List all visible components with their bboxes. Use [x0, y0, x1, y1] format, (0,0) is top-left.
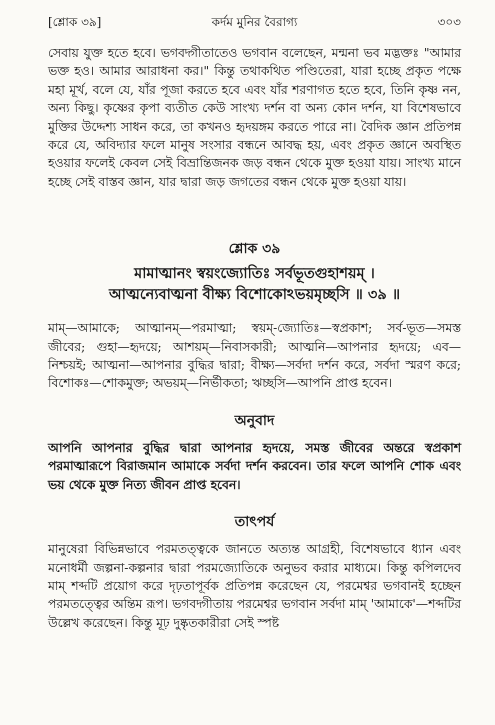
purport-title: তাৎপর্য — [234, 514, 275, 531]
page-header — [48, 14, 461, 34]
synonyms-paragraph: মাম্—আমাকে; আত্মানম্—পরমাত্মা; স্বয়ম্-জ্যোতিঃ—স্বপ্রকাশ; সর্ব-ভূত—সমস্ত জীবের; গুহা—হৃদয়ে; আশয়ম্—নিবাসকারী; আত্মনি—আপনার হৃদয়ে; এব—নিশ্চয়ই; আত্মনা—আপনার বুদ্ধির দ্বারা; বীক্ষ্য—সর্বদা দর্শন করে, সর্বদা স্মরণ করে; বিশোকঃ—শোকমুক্ত; অভয়ম্—নির্ভীকতা; ঋচ্ছসি—আপনি প্রাপ্ত হবেন। — [48, 321, 461, 391]
purport-paragraph: মানুষেরা বিভিন্নভাবে পরমতত্ত্বকে জানতে অত্যন্ত আগ্রহী, বিশেষভাবে ধ্যান এবং মনোধর্মী জল্পনা-কল্পনার দ্বারা পরমজ্যোতিকে অনুভব করার মাধ্যমে। কিন্তু কপিলদেব মাম্ শব্দটি প্রয়োগ করে দৃঢ়তাপূর্বক প্রতিপন্ন করেছেন যে, পরমেশ্বর ভগবানই হচ্ছেন পরমতত্ত্বের অন্তিম রূপ। ভগবদ্গীতায় পরমেশ্বর ভগবান সর্বদা মাম্ 'আমাকে'—শব্দটির উল্লেখ করেছেন। কিন্তু মূঢ় দুষ্কৃতকারীরা সেই স্পষ্ট — [48, 542, 461, 630]
intro-paragraph: সেবায় যুক্ত হতে হবে। ভগবদ্গীতাতেও ভগবান বলেছেন, মন্মনা ভব মদ্ভক্তঃ "আমার ভক্ত হও। আমার আরাধনা কর।" কিন্তু তথাকথিত পণ্ডিতেরা, যারা হচ্ছে প্রকৃত পক্ষে মহা মূর্খ, বলে যে, যাঁর পূজা করতে হবে এবং যাঁর শরণাগত হতে হবে, তিনি কৃষ্ণ নন, অন্য কিছু। কৃষ্ণের কৃপা ব্যতীত কেউ সাংখ্য দর্শন বা অন্য কোন দর্শন, যা বিশেষভাবে মুক্তির উদ্দেশ্য সাধন করে, তা কখনও হৃদয়ঙ্গম করতে পারে না। বৈদিক জ্ঞান প্রতিপন্ন করে যে, অবিদ্যার ফলে মানুষ সংসার বন্ধনে আবদ্ধ হয়, এবং প্রকৃত জ্ঞানে অবস্থিত হওয়ার ফলেই কেবল সেই বিভ্রান্তিজনক জড় বন্ধন থেকে মুক্ত হওয়া যায়। সাংখ্য মানে হচ্ছে সেই বাস্তব জ্ঞান, যার দ্বারা জড় জগতের বন্ধন থেকে মুক্ত হওয়া যায়। — [48, 46, 461, 189]
translation-title: অনুবাদ — [234, 412, 275, 429]
chapter-title: কর্দম মুনির বৈরাগ্য — [211, 15, 298, 29]
verse-heading: শ্লোক ৩৯ — [228, 241, 281, 258]
page-content — [48, 44, 461, 632]
verse-block — [48, 237, 461, 305]
verse-line-2: আত্মন্যেবাত্মনা বীক্ষ্য বিশোকোঽভয়মৃচ্ছসি ॥ ৩৯ ॥ — [108, 286, 401, 304]
verse-reference: [শ্লোক ৩৯] — [48, 15, 102, 29]
page-number: ৩০৩ — [437, 15, 461, 29]
verse-line-1: মামাত্মানং স্বয়ংজ্যোতিঃ সর্বভূতগুহাশয়ম্ । — [134, 265, 375, 283]
translation-paragraph: আপনি আপনার বুদ্ধির দ্বারা আপনার হৃদয়ে, সমস্ত জীবের অন্তরে স্বপ্রকাশ পরমাত্মারূপে বিরাজমান আমাকে সর্বদা দর্শন করবেন। তার ফলে আপনি শোক এবং ভয় থেকে মুক্ত নিত্য জীবন প্রাপ্ত হবেন। — [48, 439, 461, 492]
